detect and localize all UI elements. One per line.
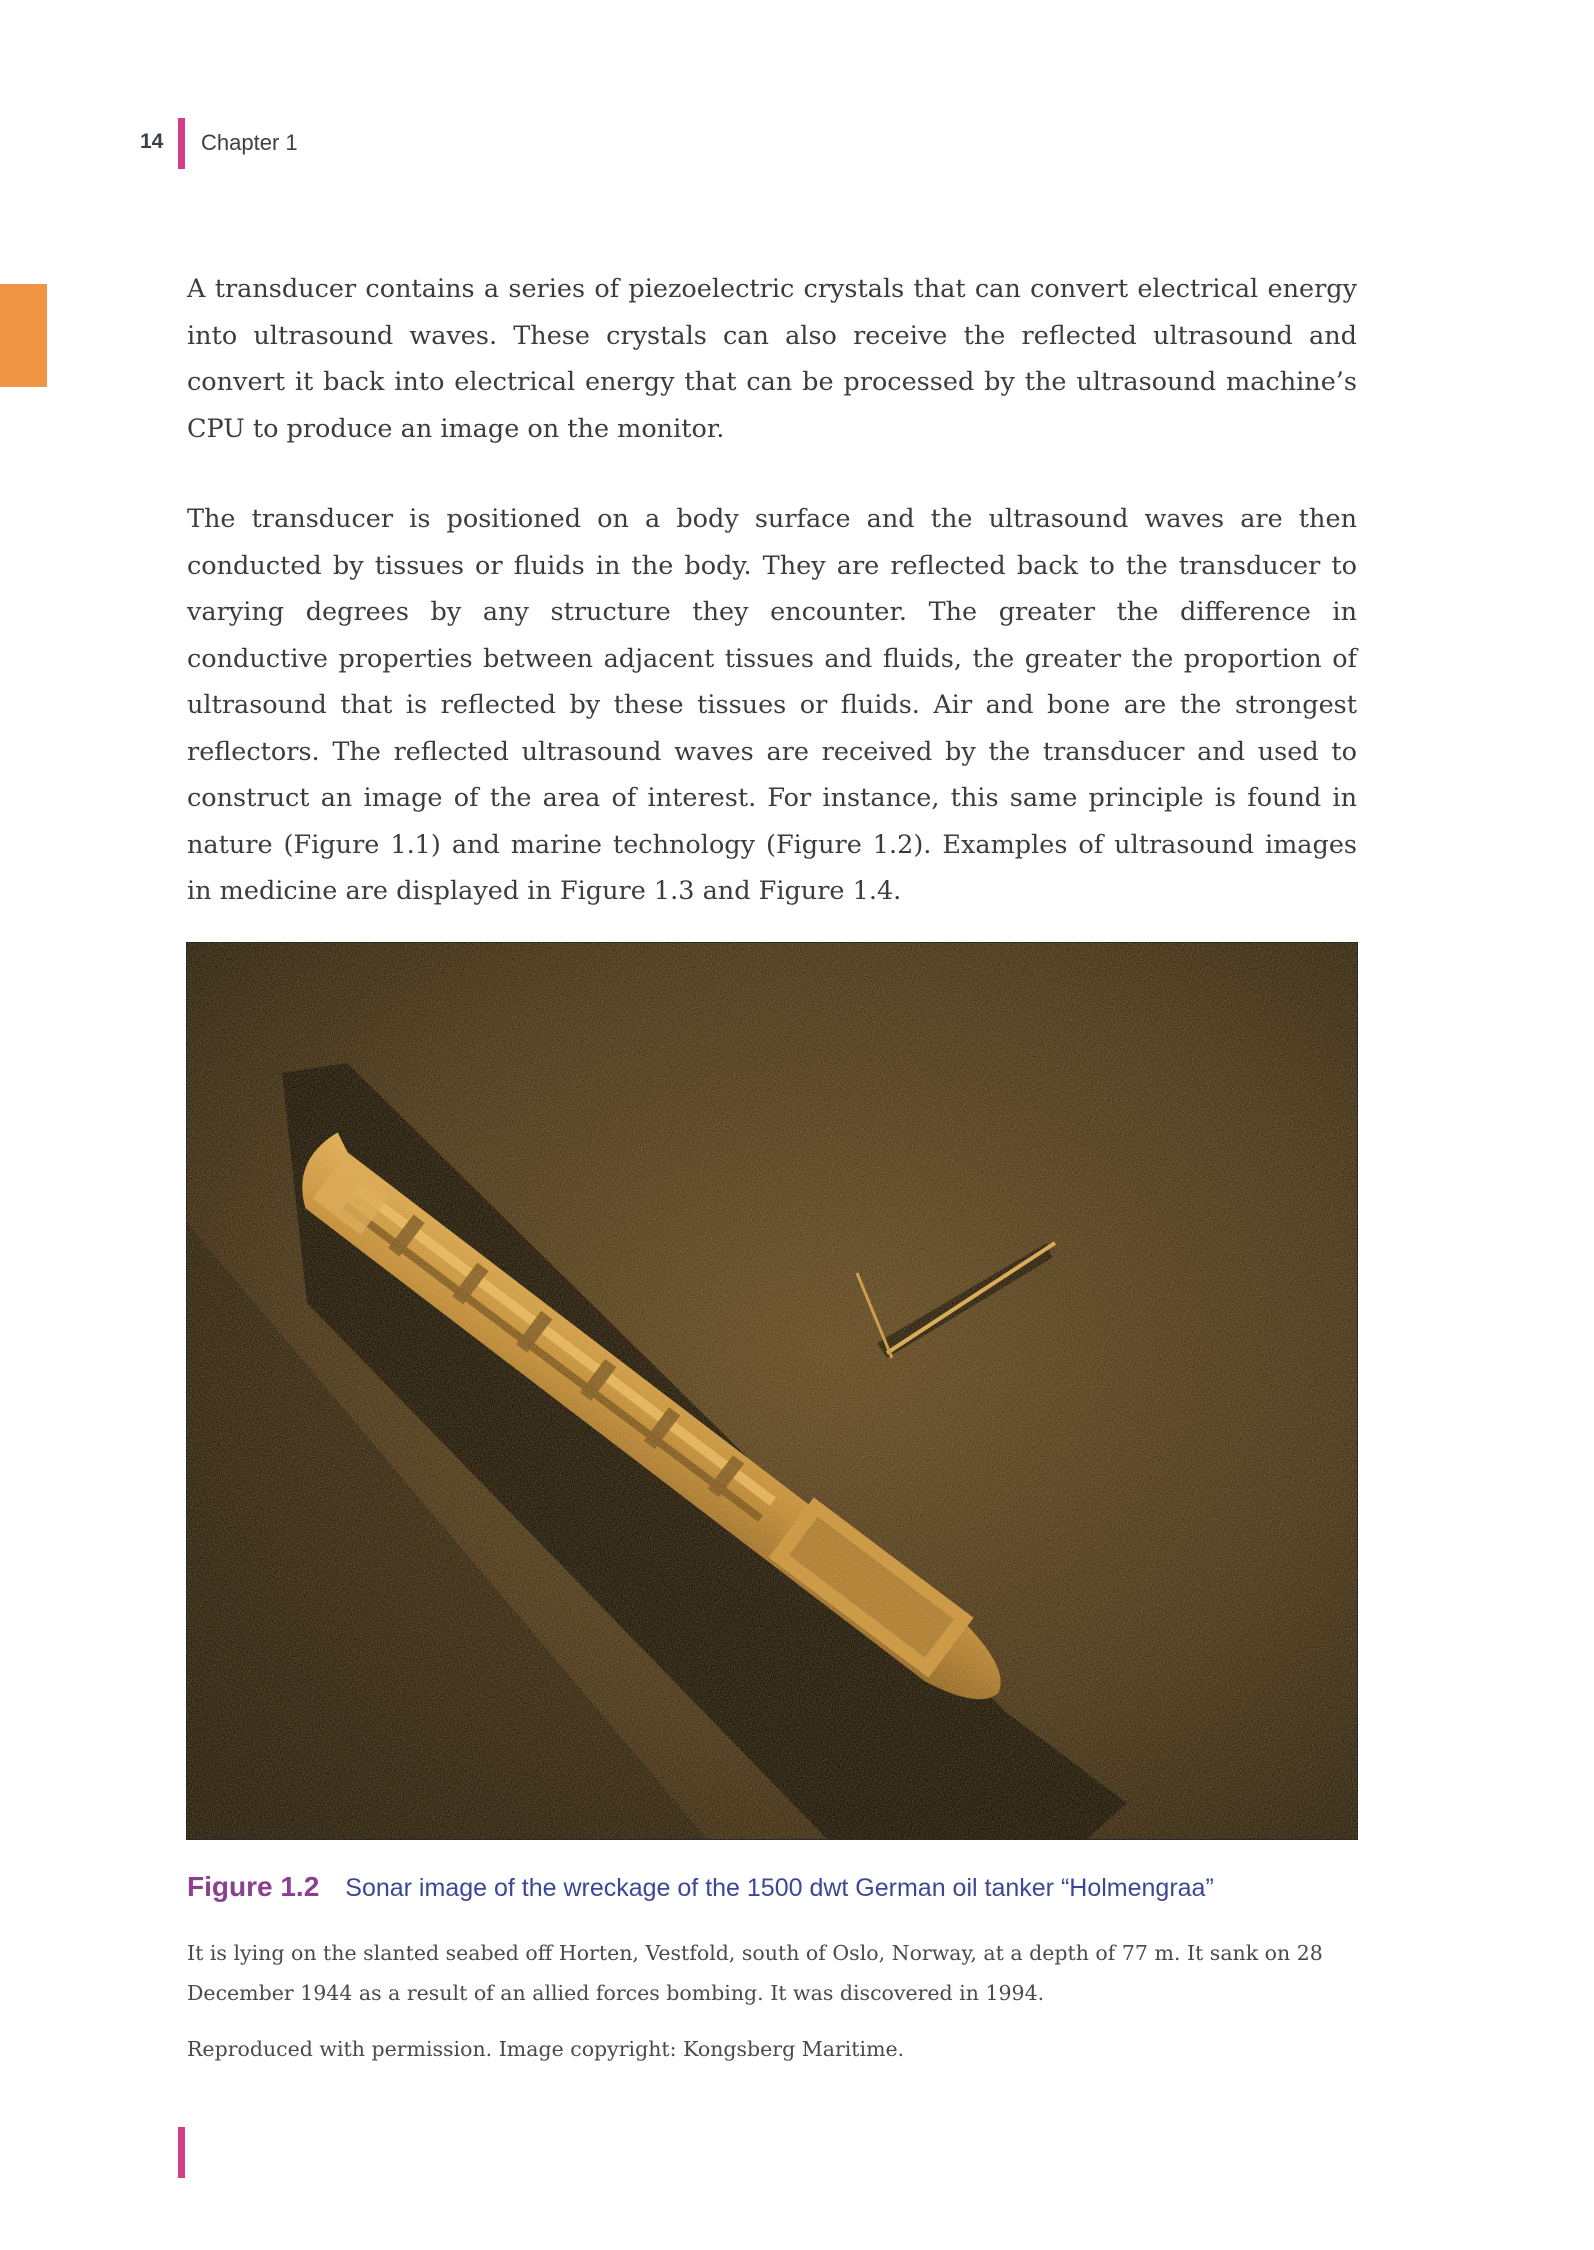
figure-label: Figure 1.2 <box>187 1871 320 1902</box>
sonar-image <box>187 943 1357 1839</box>
figure-caption <box>187 1871 1367 1903</box>
figure-credit: Reproduced with permission. Image copyright: Kongsberg Maritime. <box>187 2037 905 2061</box>
page-number: 14 <box>140 130 164 153</box>
body-paragraph-1: A transducer contains a series of piezoelectric crystals that can convert electrical energy into ultrasound waves. These crystals can also receive the reflected ultrasound and convert it back into electrical energy that can be processed by the ultrasound machine’s CPU to produce an image on the monitor. <box>187 274 1357 444</box>
chapter-label: Chapter 1 <box>201 130 298 155</box>
header-accent-bar <box>178 118 185 169</box>
side-tab-marker <box>0 284 47 387</box>
footer-accent-bar <box>178 2127 185 2178</box>
sonar-illustration <box>187 943 1357 1839</box>
figure-description: It is lying on the slanted seabed off Horten, Vestfold, south of Oslo, Norway, at a depth of 77 m. It sank on 28 December 1944 as a result of an allied forces bombing. It was discovered in 1994. <box>187 1941 1323 2005</box>
figure-title: Sonar image of the wreckage of the 1500 dwt German oil tanker “Holmengraa” <box>345 1874 1214 1902</box>
body-paragraph-2: The transducer is positioned on a body surface and the ultrasound waves are then conducted by tissues or fluids in the body. They are reflected back to the transducer to varying degrees by any structure they encounter. The greater the difference in conductive properties between adjacent tissues and fluids, the greater the proportion of ultrasound that is reflected by these tissues or fluids. Air and bone are the strongest reflectors. The reflected ultrasound waves are received by the transducer and used to construct an image of the area of interest. For instance, this same principle is found in nature (Figure 1.1) and marine technology (Figure 1.2). Examples of ultrasound images in medicine are displayed in Figure 1.3 and Figure 1.4. <box>187 504 1357 906</box>
